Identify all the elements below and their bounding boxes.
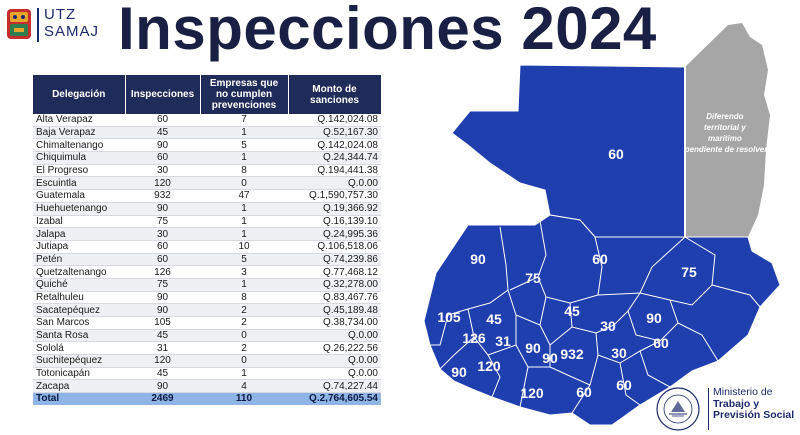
cell-monto: Q.19,366.92	[288, 202, 381, 215]
cell-inspecciones: 90	[125, 291, 200, 304]
cell-empresas: 7	[200, 114, 288, 126]
cell-monto: Q.52,167.30	[288, 126, 381, 139]
maya-glyph-icon	[6, 8, 32, 40]
cell-empresas: 2	[200, 342, 288, 355]
label-totonicapan: 45	[486, 311, 502, 327]
label-baja-verapaz: 45	[564, 303, 580, 319]
header-empresas: Empresas que no cumplen prevenciones	[200, 75, 288, 114]
cell-empresas: 5	[200, 253, 288, 266]
cell-inspecciones: 90	[125, 304, 200, 317]
cell-inspecciones: 75	[125, 215, 200, 228]
label-peten: 60	[608, 146, 624, 162]
table-row	[33, 139, 381, 152]
logo-divider	[37, 8, 39, 42]
ministry-line-1: Ministerio de	[713, 386, 773, 398]
cell-delegacion: Quetzaltenango	[33, 266, 125, 279]
cell-inspecciones: 45	[125, 367, 200, 380]
cell-inspecciones: 60	[125, 253, 200, 266]
cell-delegacion: Zacapa	[33, 380, 125, 393]
cell-empresas: 1	[200, 126, 288, 139]
cell-empresas: 3	[200, 266, 288, 279]
cell-delegacion: Izabal	[33, 215, 125, 228]
cell-monto: Q.83,467.76	[288, 291, 381, 304]
cell-inspecciones: 60	[125, 114, 200, 126]
table-row	[33, 380, 381, 393]
label-sacatepequez: 90	[542, 350, 558, 366]
cell-empresas: 1	[200, 367, 288, 380]
cell-inspecciones: 60	[125, 152, 200, 165]
table-row	[33, 164, 381, 177]
cell-inspecciones: 31	[125, 342, 200, 355]
cell-delegacion: Suchitepéquez	[33, 355, 125, 368]
cell-inspecciones: 90	[125, 139, 200, 152]
cell-inspecciones: 120	[125, 355, 200, 368]
cell-delegacion: Escuintla	[33, 177, 125, 190]
cell-monto: Q.0.00	[288, 329, 381, 342]
cell-empresas: 1	[200, 202, 288, 215]
logo-line-2: SAMAJ	[44, 23, 100, 40]
total-cell: Q.2,764,605.54	[288, 393, 381, 405]
cell-inspecciones: 90	[125, 380, 200, 393]
cell-delegacion: San Marcos	[33, 317, 125, 330]
table-row	[33, 202, 381, 215]
cell-delegacion: Chiquimula	[33, 152, 125, 165]
cell-empresas: 1	[200, 278, 288, 291]
cell-empresas: 0	[200, 177, 288, 190]
label-guatemala: 932	[560, 346, 584, 362]
cell-delegacion: Retalhuleu	[33, 291, 125, 304]
table-row	[33, 291, 381, 304]
ministry-divider	[708, 388, 709, 430]
cell-inspecciones: 126	[125, 266, 200, 279]
cell-inspecciones: 45	[125, 126, 200, 139]
cell-delegacion: Sacatepéquez	[33, 304, 125, 317]
cell-empresas: 2	[200, 304, 288, 317]
header-monto: Monto de sanciones	[288, 75, 381, 114]
label-izabal: 75	[681, 264, 697, 280]
cell-delegacion: Guatemala	[33, 190, 125, 203]
table-row	[33, 240, 381, 253]
cell-monto: Q.24,995.36	[288, 228, 381, 241]
cell-empresas: 0	[200, 355, 288, 368]
table-row	[33, 355, 381, 368]
label-chiquimula: 60	[653, 335, 669, 351]
label-quiche: 75	[525, 270, 541, 286]
cell-inspecciones: 932	[125, 190, 200, 203]
belize-note: Diferendo territorial y marítimo pendiente de resolver	[684, 112, 768, 154]
table-row	[33, 304, 381, 317]
cell-delegacion: Jutiapa	[33, 240, 125, 253]
cell-empresas: 4	[200, 380, 288, 393]
cell-monto: Q.16,139.10	[288, 215, 381, 228]
cell-delegacion: Petén	[33, 253, 125, 266]
inspections-table	[33, 75, 382, 405]
label-san-marcos: 105	[437, 309, 461, 325]
page-title: Inspecciones 2024	[118, 0, 657, 62]
cell-monto: Q.1,590,757.30	[288, 190, 381, 203]
cell-delegacion: Chimaltenango	[33, 139, 125, 152]
table-row	[33, 367, 381, 380]
label-jalapa: 30	[611, 345, 627, 361]
cell-delegacion: El Progreso	[33, 164, 125, 177]
label-retalhuleu: 90	[451, 364, 467, 380]
cell-empresas: 1	[200, 228, 288, 241]
cell-monto: Q.142,024.08	[288, 114, 381, 126]
label-el-progreso: 30	[600, 318, 616, 334]
cell-empresas: 10	[200, 240, 288, 253]
cell-delegacion: Jalapa	[33, 228, 125, 241]
label-huehuetenango: 90	[470, 251, 486, 267]
label-chimaltenango: 90	[525, 340, 541, 356]
cell-delegacion: Huehuetenango	[33, 202, 125, 215]
table-total-row	[33, 393, 381, 405]
ministry-line-3: Previsión Social	[713, 409, 795, 421]
cell-inspecciones: 75	[125, 278, 200, 291]
table-row	[33, 266, 381, 279]
total-cell: 2469	[125, 393, 200, 405]
table-row	[33, 278, 381, 291]
ministry-text	[713, 387, 794, 422]
table-row	[33, 342, 381, 355]
cell-empresas: 2	[200, 317, 288, 330]
label-jutiapa: 60	[616, 377, 632, 393]
ministry-logo	[655, 384, 800, 434]
logo-line-1: UTZ	[44, 6, 77, 23]
table-header-row	[33, 75, 381, 114]
label-santa-rosa: 60	[576, 384, 592, 400]
label-suchitepequez: 120	[477, 358, 501, 374]
cell-delegacion: Sololá	[33, 342, 125, 355]
header-inspecciones: Inspecciones	[125, 75, 200, 114]
ministry-line-2: Trabajo y	[713, 397, 760, 410]
cell-monto: Q.0.00	[288, 177, 381, 190]
table-row	[33, 126, 381, 139]
logo-text	[44, 6, 99, 40]
cell-delegacion: Quiché	[33, 278, 125, 291]
cell-monto: Q.24,344.74	[288, 152, 381, 165]
cell-empresas: 5	[200, 139, 288, 152]
cell-inspecciones: 90	[125, 202, 200, 215]
cell-inspecciones: 105	[125, 317, 200, 330]
cell-delegacion: Totonicapán	[33, 367, 125, 380]
cell-monto: Q.77,468.12	[288, 266, 381, 279]
cell-inspecciones: 30	[125, 164, 200, 177]
cell-monto: Q.26,222.56	[288, 342, 381, 355]
cell-monto: Q.38,734.00	[288, 317, 381, 330]
cell-empresas: 1	[200, 152, 288, 165]
cell-inspecciones: 30	[125, 228, 200, 241]
label-quetzaltenango: 126	[462, 330, 486, 346]
guatemala-seal-icon	[655, 386, 701, 432]
guatemala-map	[340, 15, 800, 435]
cell-empresas: 8	[200, 164, 288, 177]
table-row	[33, 114, 381, 126]
cell-empresas: 47	[200, 190, 288, 203]
table-body	[33, 114, 381, 405]
cell-empresas: 1	[200, 215, 288, 228]
cell-monto: Q.74,227.44	[288, 380, 381, 393]
label-escuintla: 120	[520, 385, 544, 401]
table-row	[33, 253, 381, 266]
cell-delegacion: Santa Rosa	[33, 329, 125, 342]
total-cell: 110	[200, 393, 288, 405]
cell-delegacion: Baja Verapaz	[33, 126, 125, 139]
table-row	[33, 228, 381, 241]
table-row	[33, 190, 381, 203]
table-row	[33, 215, 381, 228]
table-row	[33, 329, 381, 342]
cell-delegacion: Alta Verapaz	[33, 114, 125, 126]
region-peten	[452, 65, 685, 237]
table-row	[33, 317, 381, 330]
cell-inspecciones: 120	[125, 177, 200, 190]
cell-monto: Q.0.00	[288, 355, 381, 368]
cell-empresas: 0	[200, 329, 288, 342]
cell-monto: Q.106,518.06	[288, 240, 381, 253]
header-delegacion: Delegación	[33, 75, 125, 114]
total-cell: Total	[33, 393, 125, 405]
cell-inspecciones: 60	[125, 240, 200, 253]
table-row	[33, 152, 381, 165]
cell-monto: Q.74,239.86	[288, 253, 381, 266]
cell-inspecciones: 45	[125, 329, 200, 342]
cell-monto: Q.142,024.08	[288, 139, 381, 152]
cell-monto: Q.45,189.48	[288, 304, 381, 317]
cell-monto: Q.32,278.00	[288, 278, 381, 291]
cell-monto: Q.0.00	[288, 367, 381, 380]
label-zacapa: 90	[646, 310, 662, 326]
table-row	[33, 177, 381, 190]
label-alta-verapaz: 60	[592, 251, 608, 267]
label-solola: 31	[495, 333, 511, 349]
cell-empresas: 8	[200, 291, 288, 304]
cell-monto: Q.194,441.38	[288, 164, 381, 177]
